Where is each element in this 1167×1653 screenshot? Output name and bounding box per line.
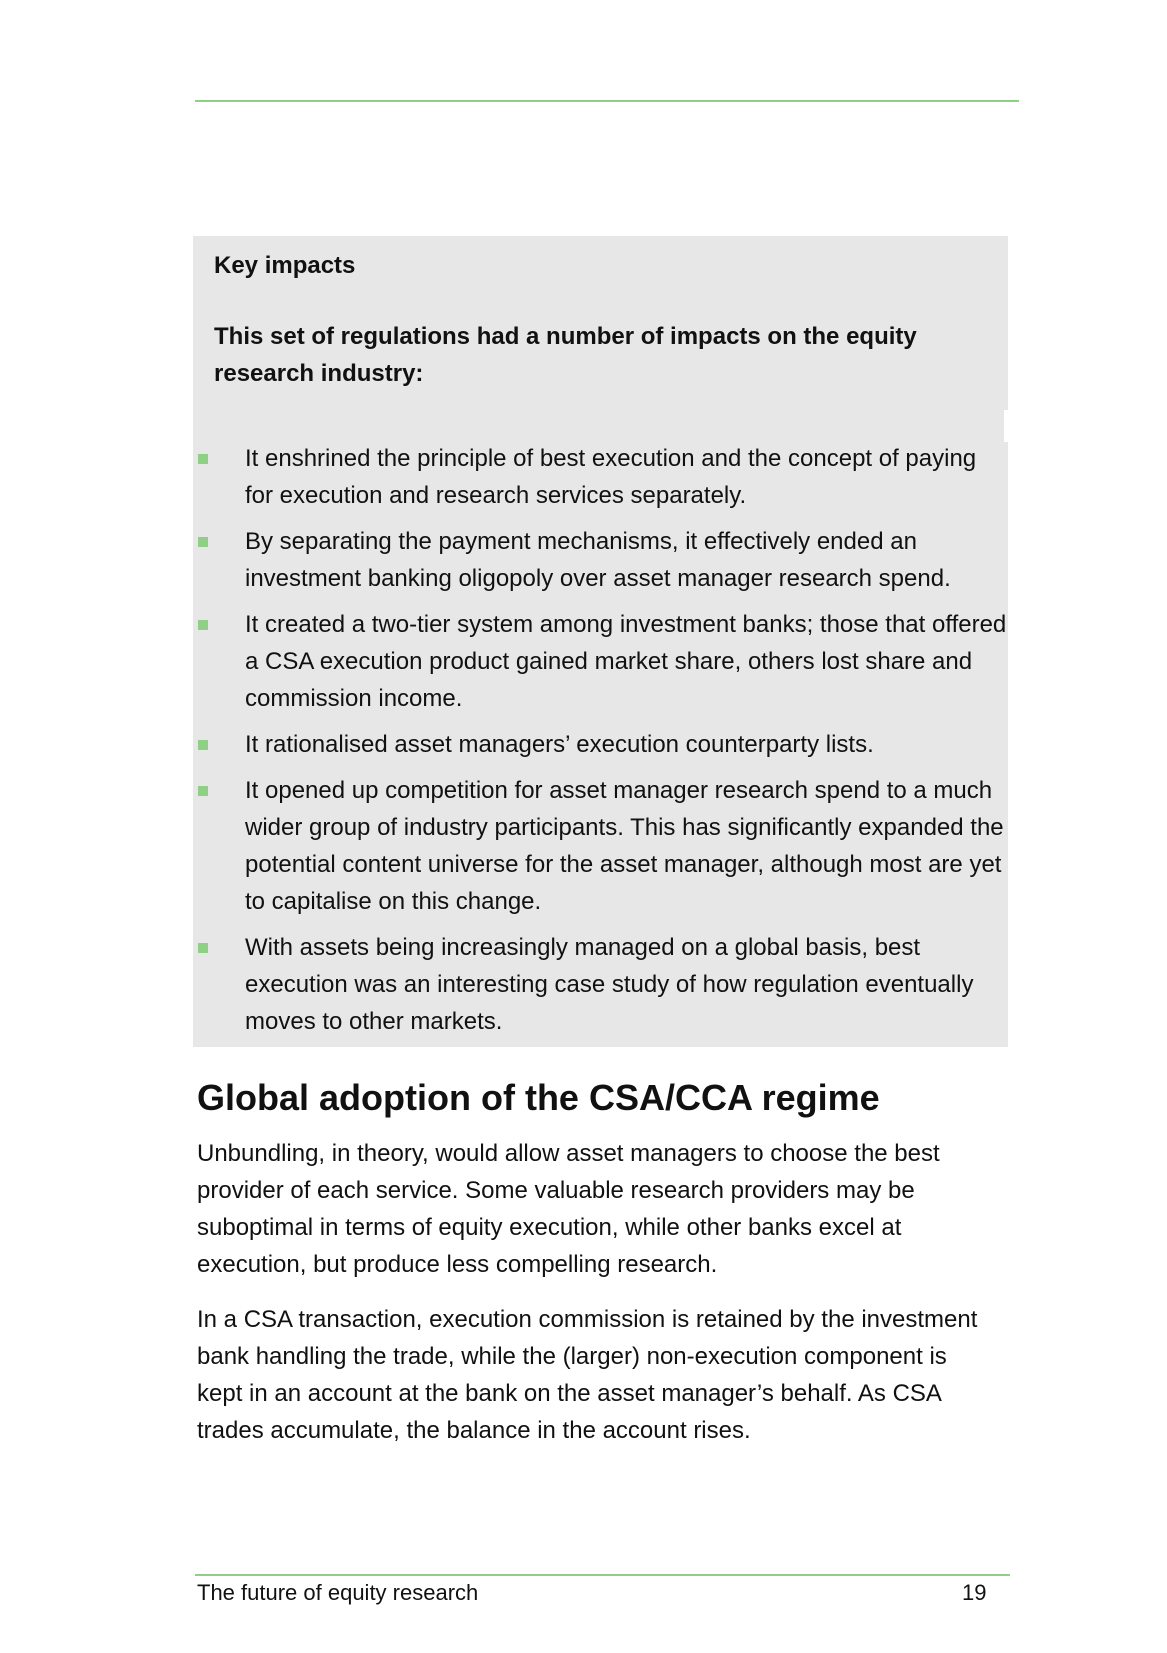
footer-title: The future of equity research xyxy=(197,1580,479,1605)
key-impacts-intro: This set of regulations had a number of impacts on the equity research industry: xyxy=(214,323,917,387)
impact-item xyxy=(195,929,1007,1040)
square-bullet-icon xyxy=(198,740,208,750)
square-bullet-icon xyxy=(198,537,208,547)
impact-text: It created a two-tier system among investment banks; those that offered a CSA execution product gained market share, others lost share and commission income. xyxy=(245,611,1007,712)
impact-item xyxy=(195,606,1007,717)
section-title: Global adoption of the CSA/CCA regime xyxy=(197,1077,880,1118)
impact-text: With assets being increasingly managed on a global basis, best execution was an interesting case study of how regulation eventually moves to other markets. xyxy=(245,934,974,1035)
impact-item xyxy=(195,726,1007,763)
header-rule xyxy=(195,100,1019,102)
impact-list xyxy=(195,440,1007,1049)
square-bullet-icon xyxy=(198,943,208,953)
impact-text: It opened up competition for asset manager research spend to a much wider group of industry participants. This has significantly expanded the potential content universe for the asset manager, although most are yet to capitalise on this change. xyxy=(245,777,1004,915)
page-number: 19 xyxy=(962,1580,987,1605)
impact-text: It rationalised asset managers’ execution counterparty lists. xyxy=(245,731,874,758)
impact-text: By separating the payment mechanisms, it effectively ended an investment banking oligopoly over asset manager research spend. xyxy=(245,528,951,592)
body-paragraph: Unbundling, in theory, would allow asset managers to choose the best provider of each service. Some valuable research providers may be suboptimal in terms of equity execution, while other banks excel at execution, but produce less compelling research. xyxy=(197,1140,940,1278)
box-notch xyxy=(1004,410,1008,442)
square-bullet-icon xyxy=(198,620,208,630)
impact-item xyxy=(195,523,1007,597)
square-bullet-icon xyxy=(198,454,208,464)
impact-item xyxy=(195,772,1007,920)
footer-rule xyxy=(195,1574,1010,1576)
impact-text: It enshrined the principle of best execution and the concept of paying for execution and research services separately. xyxy=(245,445,977,509)
key-impacts-title: Key impacts xyxy=(214,252,356,279)
impact-item xyxy=(195,440,1007,514)
square-bullet-icon xyxy=(198,786,208,796)
body-paragraph: In a CSA transaction, execution commission is retained by the investment bank handling the trade, while the (larger) non-execution component is kept in an account at the bank on the asset manager’s behalf. As CSA trades accumulate, the balance in the account rises. xyxy=(197,1306,978,1444)
